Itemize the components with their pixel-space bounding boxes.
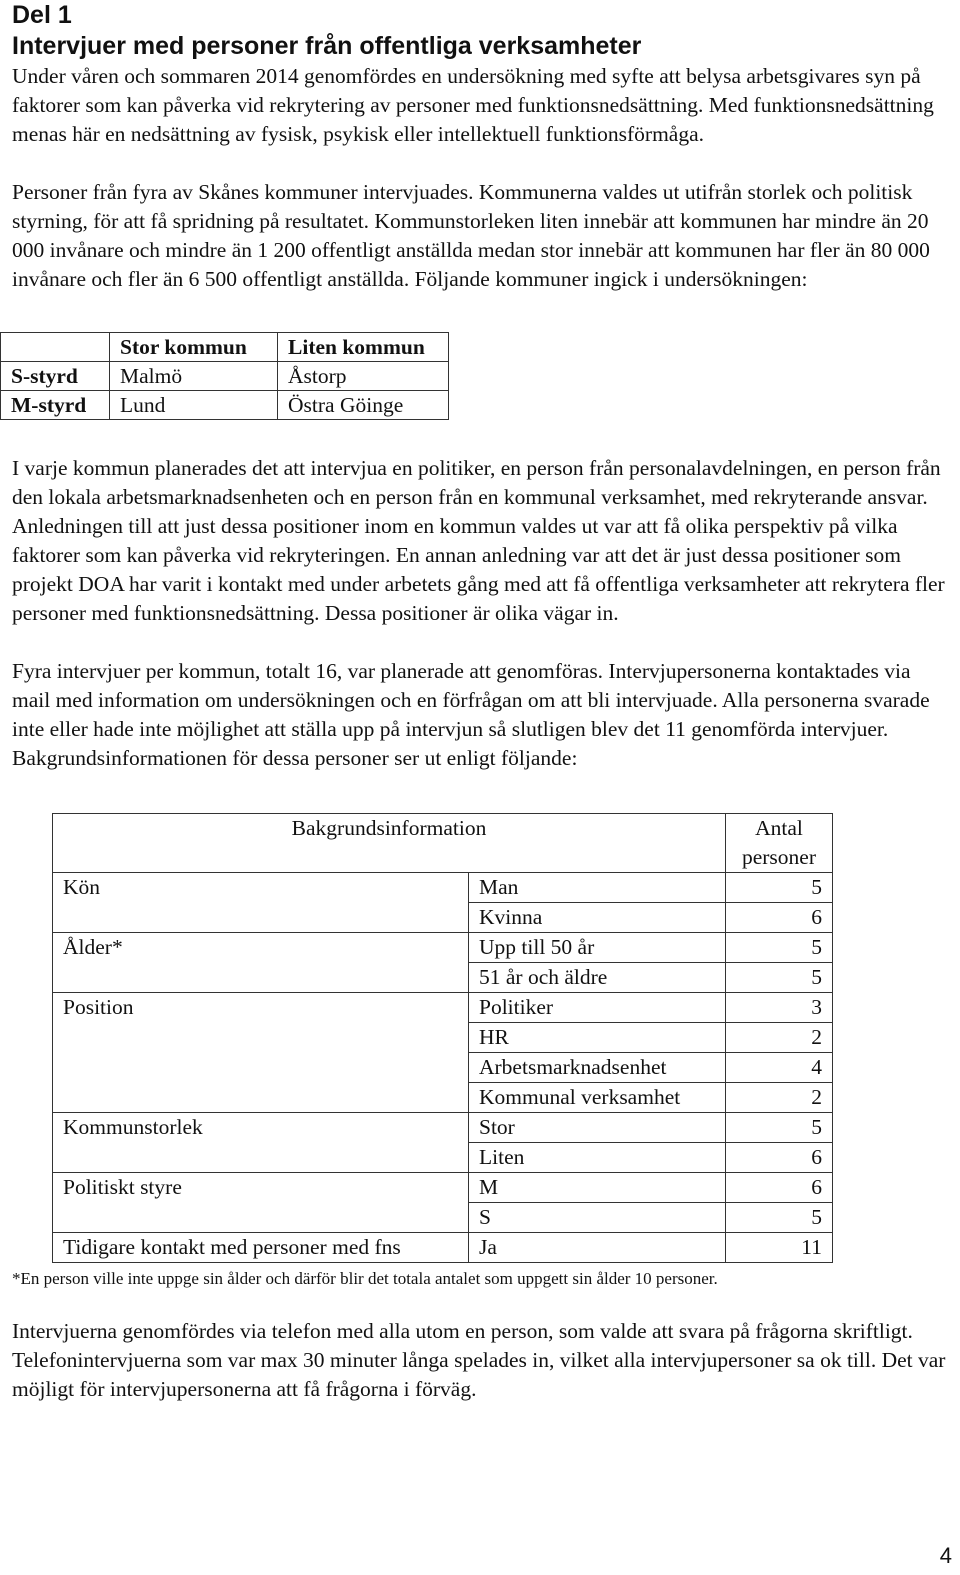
sub-cell: Upp till 50 år (469, 933, 726, 963)
sub-cell: 51 år och äldre (469, 963, 726, 993)
table-row (53, 1053, 833, 1083)
table-row (53, 1143, 833, 1173)
kommun-header-empty (1, 333, 110, 362)
table-row (53, 963, 833, 993)
table-row (53, 903, 833, 933)
kommun-table-header-row (1, 333, 449, 362)
paragraph-kommuner: Personer från fyra av Skånes kommuner intervjuades. Kommunerna valdes ut utifrån storlek och politisk styrning, för att få spridning på resultatet. Kommunstorleken liten innebär att kommunen har mindre än 20 000 invånare och mindre än 1 200 offentligt anställda medan stor innebär att kommunen har fler än 80 000 invånare och fler än 6 500 offentligt anställda. Följande kommuner ingick i undersökningen: (12, 180, 930, 291)
sub-cell: Ja (469, 1233, 726, 1263)
category-cell (53, 1143, 469, 1173)
antal-header: Antal personer (726, 814, 833, 873)
bakgrund-header: Bakgrundsinformation (53, 814, 726, 873)
sub-cell: Stor (469, 1113, 726, 1143)
category-cell: Politiskt styre (53, 1173, 469, 1203)
sub-cell: Liten (469, 1143, 726, 1173)
sub-cell: Kommunal verksamhet (469, 1083, 726, 1113)
kommun-cell: Lund (110, 391, 278, 420)
category-cell: Kön (53, 873, 469, 903)
count-cell: 3 (726, 993, 833, 1023)
table-row (53, 1173, 833, 1203)
category-cell (53, 1083, 469, 1113)
count-cell: 4 (726, 1053, 833, 1083)
category-cell (53, 1023, 469, 1053)
sub-cell: Politiker (469, 993, 726, 1023)
category-cell (53, 903, 469, 933)
category-cell: Tidigare kontakt med personer med fns (53, 1233, 469, 1263)
page-number: 4 (939, 1543, 952, 1568)
category-cell (53, 963, 469, 993)
kommun-row-label: S-styrd (1, 362, 110, 391)
paragraph-genomforande: Intervjuerna genomfördes via telefon med alla utom en person, som valde att svara på frågorna skriftligt. Telefonintervjuerna som var max 30 minuter långa spelades in, vilket alla intervjupersoner sa ok till. Det var möjligt för intervjupersonerna att få frågorna i förväg. (12, 1319, 946, 1401)
table-row (53, 993, 833, 1023)
count-cell: 5 (726, 963, 833, 993)
category-cell: Position (53, 993, 469, 1023)
count-cell: 6 (726, 1173, 833, 1203)
count-cell: 6 (726, 1143, 833, 1173)
table-row (53, 1233, 833, 1263)
sub-cell: Arbetsmarknadsenhet (469, 1053, 726, 1083)
count-cell: 5 (726, 873, 833, 903)
section-title: Intervjuer med personer från offentliga verksamheter (12, 32, 642, 60)
table-row (53, 1083, 833, 1113)
bakgrund-table (52, 813, 833, 1263)
kommun-cell: Malmö (110, 362, 278, 391)
sub-cell: M (469, 1173, 726, 1203)
kommun-header-liten: Liten kommun (278, 333, 449, 362)
paragraph-planering: I varje kommun planerades det att intervjua en politiker, en person från personalavdelningen, en person från den lokala arbetsmarknadsenheten och en person från en kommunal verksamhet, med rekryterande ansvar. Anledningen till att just dessa positioner inom en kommun valdes ut var att få olika perspektiv på vilka faktorer som kan påverka vid rekryteringen. En annan anledning var att det är just dessa positioner som projekt DOA har varit i kontakt med under arbetets gång med att få offentliga verksamheter att rekrytera fler personer med funktionsnedsättning. Dessa positioner är olika vägar in. (12, 456, 945, 625)
count-cell: 5 (726, 933, 833, 963)
kommun-cell: Östra Göinge (278, 391, 449, 420)
paragraph-intro: Under våren och sommaren 2014 genomfördes en undersökning med syfte att belysa arbetsgivares syn på faktorer som kan påverka vid rekrytering av personer med funktionsnedsättning. Med funktionsnedsättning menas här en nedsättning av fysisk, psykisk eller intellektuell funktionsförmåga. (12, 64, 934, 146)
count-cell: 2 (726, 1083, 833, 1113)
bakgrund-header-row (53, 814, 833, 873)
category-cell: Ålder* (53, 933, 469, 963)
kommun-table (0, 332, 449, 420)
document-page (12, 0, 947, 1404)
table-row (53, 1113, 833, 1143)
table-row (53, 1023, 833, 1053)
count-cell: 6 (726, 903, 833, 933)
count-cell: 5 (726, 1203, 833, 1233)
sub-cell: Kvinna (469, 903, 726, 933)
paragraph-intervjuer: Fyra intervjuer per kommun, totalt 16, var planerade att genomföras. Intervjupersonerna kontaktades via mail med information om undersökningen och en förfrågan om att bli intervjuade. Alla personerna svarade inte eller hade inte möjlighet att ställa upp på intervjun så slutligen blev det 11 genomförda intervjuer. Bakgrundsinformationen för dessa personer ser ut enligt följande: (12, 659, 930, 770)
part-heading: Del 1 (12, 1, 72, 29)
table-footnote: *En person ville inte uppge sin ålder och därför blir det totala antalet som uppgett sin ålder 10 personer. (12, 1269, 718, 1288)
count-cell: 5 (726, 1113, 833, 1143)
table-row (1, 391, 449, 420)
sub-cell: Man (469, 873, 726, 903)
sub-cell: HR (469, 1023, 726, 1053)
sub-cell: S (469, 1203, 726, 1233)
table-row (1, 362, 449, 391)
count-cell: 2 (726, 1023, 833, 1053)
table-row (53, 933, 833, 963)
kommun-row-label: M-styrd (1, 391, 110, 420)
kommun-cell: Åstorp (278, 362, 449, 391)
count-cell: 11 (726, 1233, 833, 1263)
kommun-header-stor: Stor kommun (110, 333, 278, 362)
category-cell (53, 1053, 469, 1083)
table-row (53, 1203, 833, 1233)
table-row (53, 873, 833, 903)
category-cell: Kommunstorlek (53, 1113, 469, 1143)
category-cell (53, 1203, 469, 1233)
